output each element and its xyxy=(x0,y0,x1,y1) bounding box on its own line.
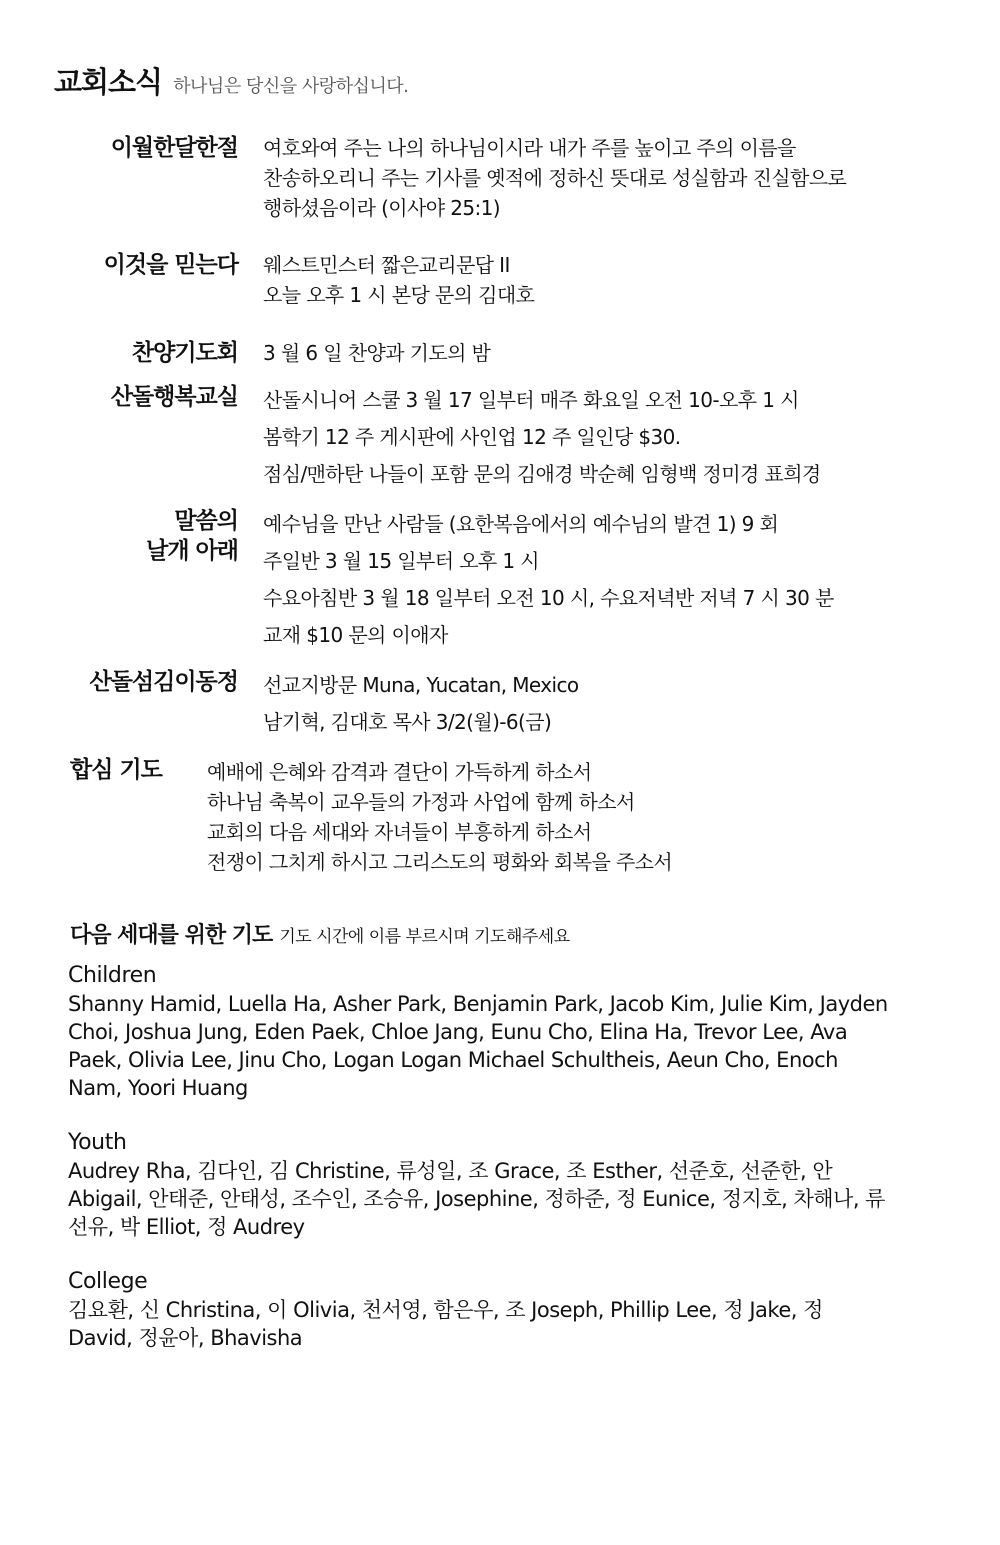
section-line: 남기혁, 김대호 목사 3/2(월)-6(금) xyxy=(263,710,552,734)
section-line: 오늘 오후 1 시 본당 문의 김대호 xyxy=(263,283,535,307)
prayer-line: 예배에 은혜와 감격과 결단이 가득하게 하소서 xyxy=(207,760,592,784)
group-name: College xyxy=(68,1269,148,1294)
section-line: 주일반 3 월 15 일부터 오후 1 시 xyxy=(263,549,540,573)
section-line: 찬송하오리니 주는 기사를 옛적에 정하신 뜻대로 성실함과 진실함으로 xyxy=(263,166,847,190)
section-content xyxy=(263,338,983,368)
section-label: 이것을 믿는다 xyxy=(103,252,238,278)
page-title: 교회소식 xyxy=(54,65,163,99)
next-generation-subtitle: 기도 시간에 이름 부르시며 기도해주세요 xyxy=(279,927,570,947)
section-label: 이월한달한절 xyxy=(110,135,238,161)
section-line: 웨스트민스터 짧은교리문답 II xyxy=(263,253,510,277)
section-content xyxy=(263,382,983,493)
page-header xyxy=(54,60,408,101)
section-content xyxy=(263,133,983,223)
group-college xyxy=(68,1268,928,1352)
group-members: Shanny Hamid, Luella Ha, Asher Park, Benjamin Park, Jacob Kim, Julie Kim, Jayden Choi, Joshua Jung, Eden Paek, Chloe Jang, Eunu Cho, Elina Ha, Trevor Lee, Ava Paek, Olivia Lee, Jinu Cho, Logan Logan Michael Schultheis, Aeun Cho, Enoch Nam, Yoori Huang xyxy=(68,992,888,1100)
section-content xyxy=(263,250,983,310)
group-name: Youth xyxy=(68,1130,127,1155)
page-subtitle: 하나님은 당신을 사랑하십니다. xyxy=(173,76,409,97)
prayer-line: 교회의 다음 세대와 자녀들이 부흥하게 하소서 xyxy=(207,820,592,844)
next-generation-header xyxy=(70,918,570,949)
section-label: 말씀의 날개 아래 xyxy=(146,508,238,564)
prayer-line: 전쟁이 그치게 하시고 그리스도의 평화와 회복을 주소서 xyxy=(207,850,673,874)
section-content xyxy=(263,506,983,654)
section-line: 행하셨음이라 (이사야 25:1) xyxy=(263,196,500,220)
section-line: 산돌시니어 스쿨 3 월 17 일부터 매주 화요일 오전 10-오후 1 시 xyxy=(263,388,799,412)
section-line: 수요아침반 3 월 18 일부터 오전 10 시, 수요저녁반 저녁 7 시 30 분 xyxy=(263,586,834,610)
group-children xyxy=(68,962,928,1102)
section-line: 선교지방문 Muna, Yucatan, Mexico xyxy=(263,673,579,697)
section-line: 교재 $10 문의 이애자 xyxy=(263,623,448,647)
section-line: 봄학기 12 주 게시판에 사인업 12 주 일인당 $30. xyxy=(263,425,681,449)
next-generation-title: 다음 세대를 위한 기도 xyxy=(70,923,273,948)
prayer-content xyxy=(207,757,672,877)
section-label: 산돌섬김이동정 xyxy=(89,669,238,695)
section-line: 여호와여 주는 나의 하나님이시라 내가 주를 높이고 주의 이름을 xyxy=(263,136,796,160)
section-line: 점심/맨하탄 나들이 포함 문의 김애경 박순혜 임형백 정미경 표희경 xyxy=(263,462,821,486)
group-members: 김요환, 신 Christina, 이 Olivia, 천서영, 함은우, 조 Joseph, Phillip Lee, 정 Jake, 정 David, 정윤아, Bhavisha xyxy=(68,1298,823,1350)
section-label: 산돌행복교실 xyxy=(110,384,238,410)
group-name: Children xyxy=(68,963,157,988)
group-members: Audrey Rha, 김다인, 김 Christine, 류성일, 조 Grace, 조 Esther, 선준호, 선준한, 안 Abigail, 안태준, 안태성, 조수인, 조승유, Josephine, 정하준, 정 Eunice, 정지호, 차해나, 류선유, 박 Elliot, 정 Audrey xyxy=(68,1159,885,1239)
group-youth xyxy=(68,1129,928,1241)
section-label: 찬양기도회 xyxy=(131,340,238,366)
section-content xyxy=(263,667,983,741)
prayer-label: 합심 기도 xyxy=(70,757,162,783)
section-line: 3 월 6 일 찬양과 기도의 밤 xyxy=(263,341,491,365)
prayer-line: 하나님 축복이 교우들의 가정과 사업에 함께 하소서 xyxy=(207,790,635,814)
section-line: 예수님을 만난 사람들 (요한복음에서의 예수님의 발견 1) 9 회 xyxy=(263,512,779,536)
